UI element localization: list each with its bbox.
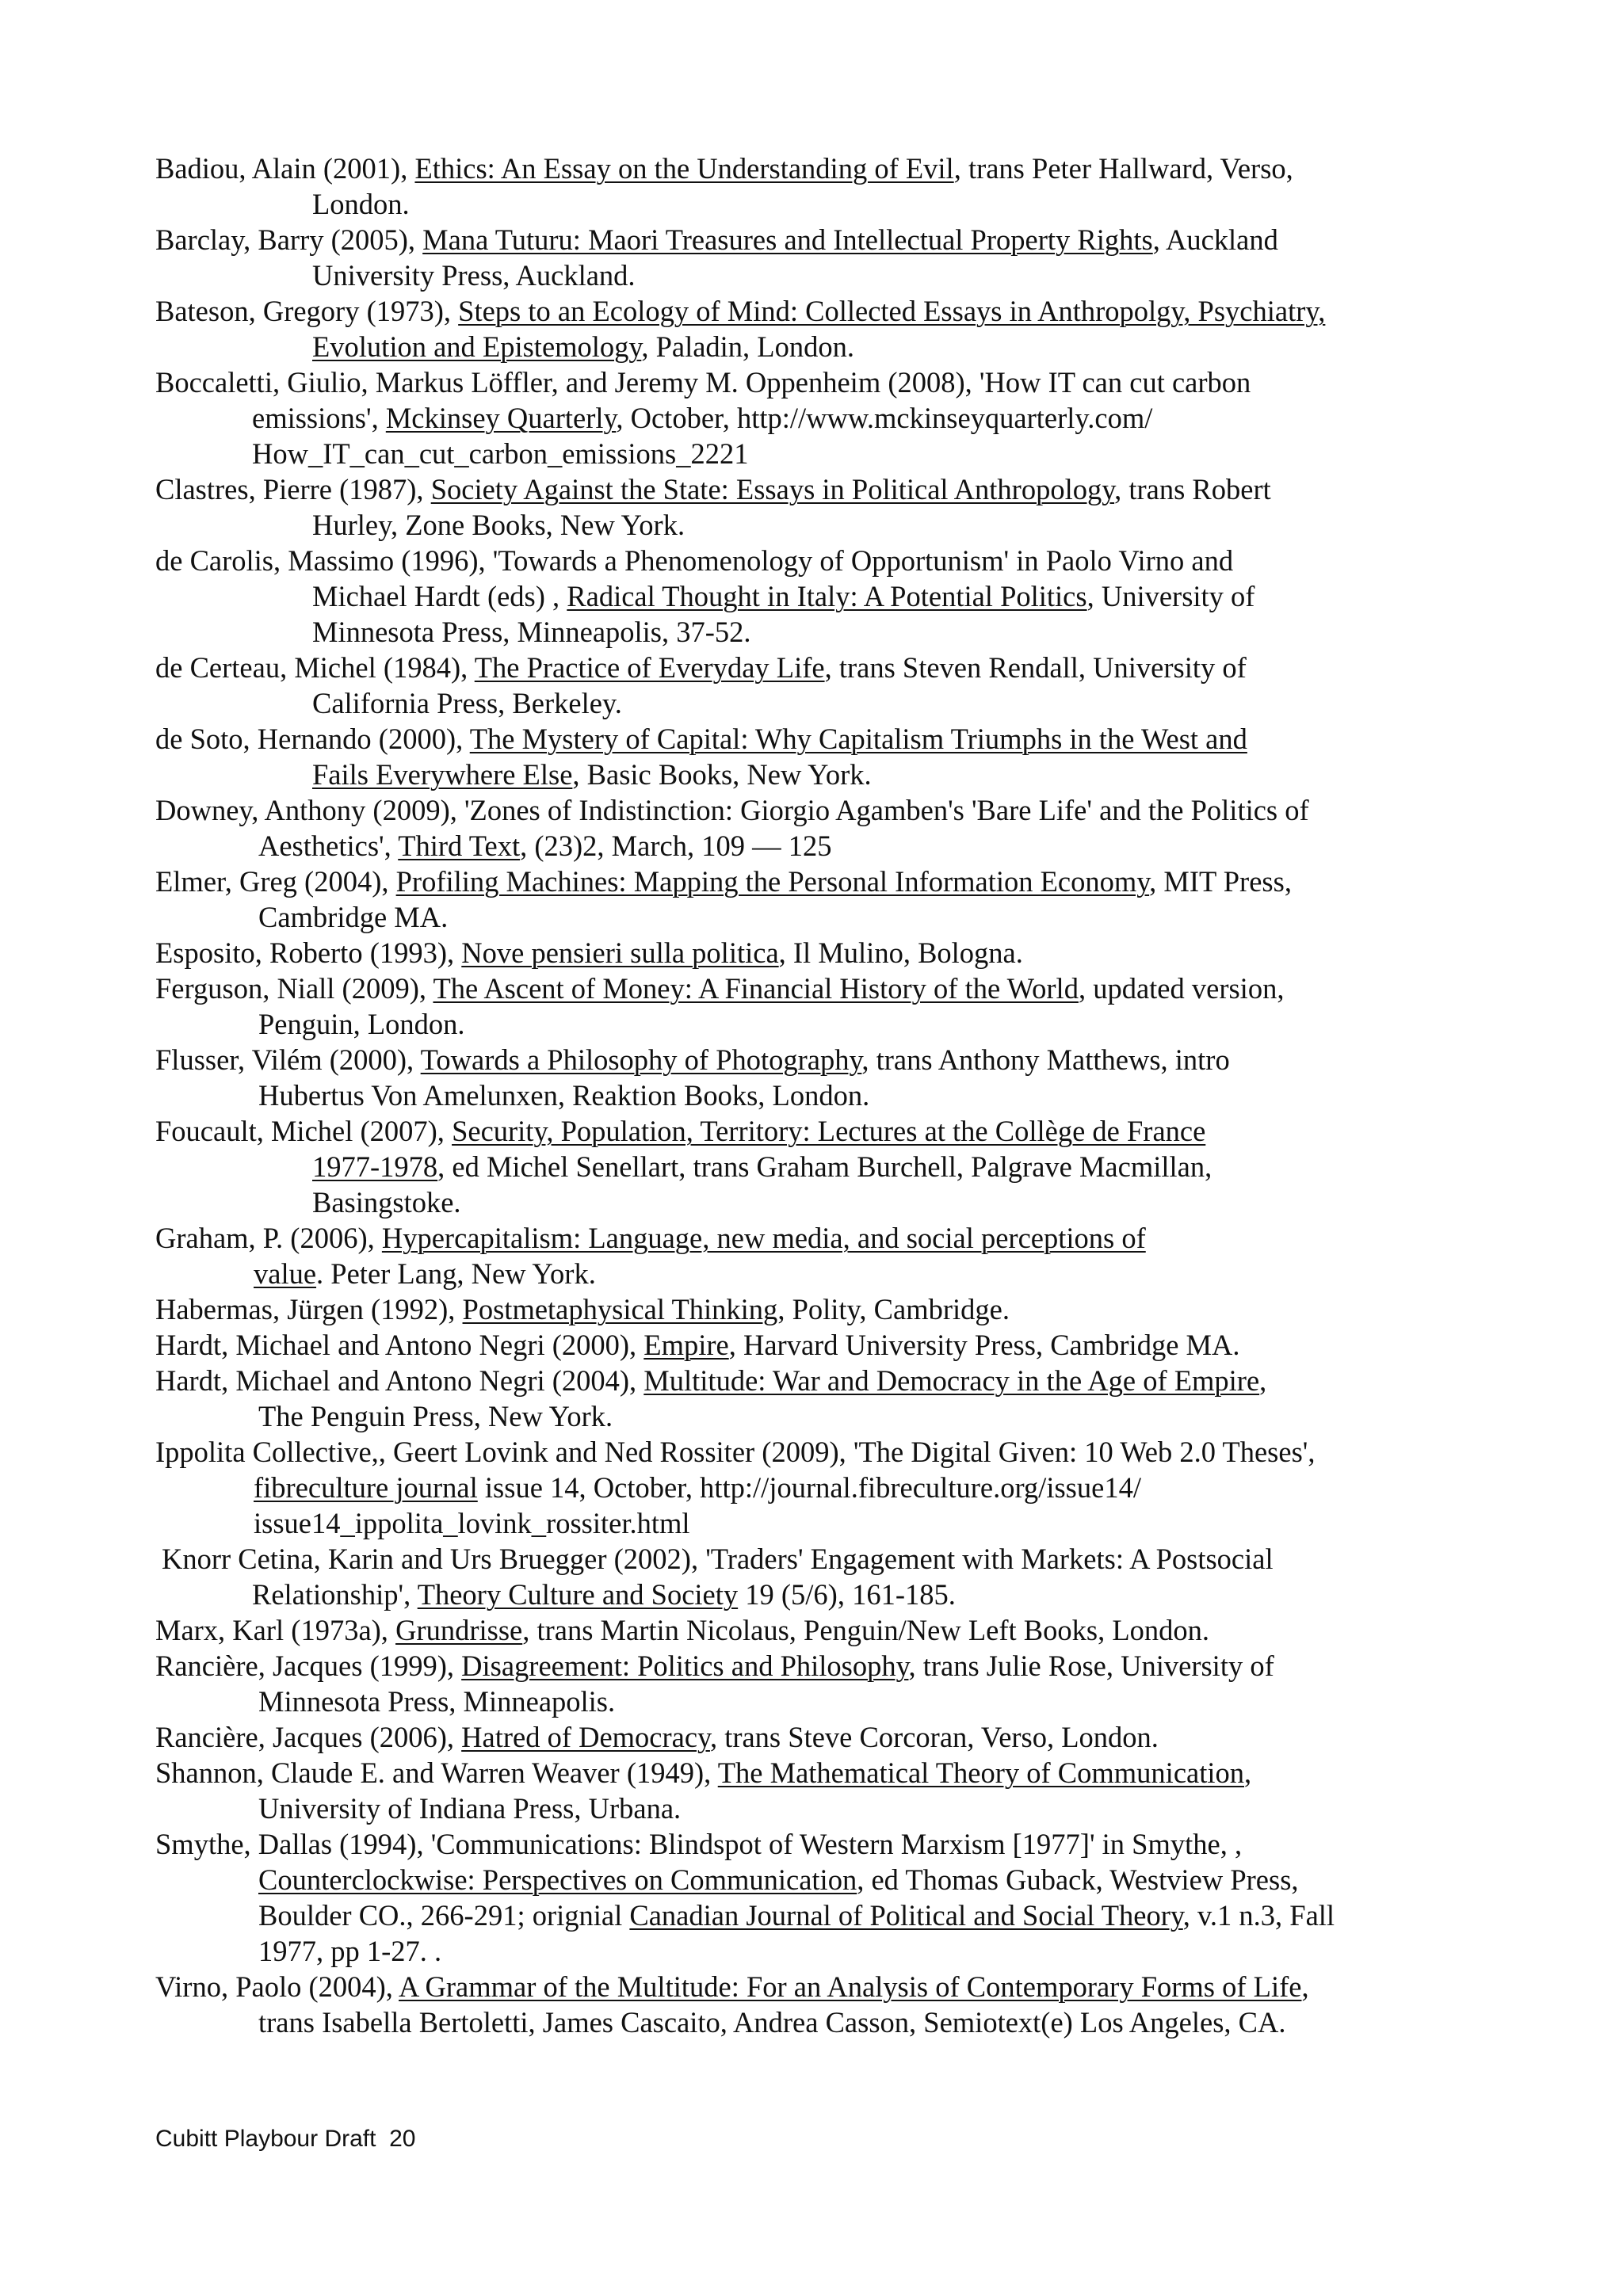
reference-text: emissions', bbox=[252, 402, 386, 434]
reference-entry bbox=[155, 792, 1503, 864]
reference-text: , bbox=[1301, 1970, 1309, 2003]
reference-title: Evolution and Epistemology bbox=[312, 330, 642, 363]
reference-text: The Penguin Press, New York. bbox=[258, 1400, 613, 1432]
reference-entry bbox=[155, 543, 1503, 650]
reference-text: , Il Mulino, Bologna. bbox=[778, 936, 1023, 969]
reference-entry bbox=[155, 721, 1503, 792]
reference-entry bbox=[155, 1434, 1503, 1541]
reference-text: Hardt, Michael and Antono Negri (2004), bbox=[155, 1364, 644, 1397]
reference-text: California Press, Berkeley. bbox=[312, 687, 622, 719]
reference-title: Mana Tuturu: Maori Treasures and Intellectual Property Rights bbox=[422, 223, 1153, 256]
reference-text: trans Isabella Bertoletti, James Cascaito, Andrea Casson, Semiotext(e) Los Angeles, CA. bbox=[258, 2006, 1286, 2039]
reference-line bbox=[155, 864, 1503, 899]
reference-text: , trans Anthony Matthews, intro bbox=[861, 1043, 1230, 1076]
reference-title: value bbox=[254, 1257, 317, 1290]
reference-line bbox=[155, 1042, 1503, 1077]
reference-title: Towards a Philosophy of Photography bbox=[420, 1043, 862, 1076]
reference-entry bbox=[155, 1755, 1503, 1826]
reference-text: , trans Peter Hallward, Verso, bbox=[953, 152, 1293, 185]
reference-text: Rancière, Jacques (1999), bbox=[155, 1650, 462, 1682]
reference-line bbox=[155, 578, 1503, 614]
reference-text: , Auckland bbox=[1152, 223, 1278, 256]
reference-entry bbox=[155, 222, 1503, 293]
reference-text: How_IT_can_cut_carbon_emissions_2221 bbox=[252, 437, 749, 470]
reference-text: , Paladin, London. bbox=[641, 330, 854, 363]
reference-text: Hardt, Michael and Antono Negri (2000), bbox=[155, 1329, 644, 1361]
reference-entry bbox=[155, 364, 1503, 471]
reference-line bbox=[155, 1612, 1503, 1648]
reference-line bbox=[155, 1077, 1503, 1113]
reference-text: Marx, Karl (1973a), bbox=[155, 1614, 396, 1646]
reference-line bbox=[155, 364, 1503, 400]
reference-entry bbox=[155, 1113, 1503, 1220]
reference-line bbox=[155, 792, 1503, 828]
reference-title: Counterclockwise: Perspectives on Communication bbox=[258, 1863, 857, 1896]
reference-line bbox=[155, 1969, 1503, 2004]
reference-line bbox=[155, 1291, 1503, 1327]
reference-text: Clastres, Pierre (1987), bbox=[155, 473, 431, 505]
reference-text: Barclay, Barry (2005), bbox=[155, 223, 423, 256]
reference-title: Empire bbox=[643, 1329, 729, 1361]
reference-line bbox=[155, 186, 1503, 222]
reference-entry bbox=[155, 1291, 1503, 1327]
reference-title: fibreculture journal bbox=[254, 1471, 478, 1504]
reference-title: Hypercapitalism: Language, new media, and social perceptions of bbox=[381, 1222, 1146, 1254]
reference-text: Habermas, Jürgen (1992), bbox=[155, 1293, 463, 1325]
reference-text: Ippolita Collective,, Geert Lovink and Ned Rossiter (2009), 'The Digital Given: 10 Web 2.0 Theses', bbox=[155, 1436, 1316, 1468]
reference-text: , bbox=[1259, 1364, 1267, 1397]
reference-title: The Ascent of Money: A Financial History of the World bbox=[433, 972, 1079, 1005]
reference-text: Badiou, Alain (2001), bbox=[155, 152, 415, 185]
reference-title: The Practice of Everyday Life bbox=[474, 651, 825, 684]
reference-text: Bateson, Gregory (1973), bbox=[155, 295, 459, 327]
reference-line bbox=[155, 1470, 1503, 1505]
reference-line bbox=[155, 1862, 1503, 1897]
reference-line bbox=[155, 614, 1503, 650]
reference-text: Michael Hardt (eds) , bbox=[312, 580, 567, 612]
reference-text: Rancière, Jacques (2006), bbox=[155, 1721, 462, 1753]
reference-title: Grundrisse bbox=[395, 1614, 523, 1646]
reference-entry bbox=[155, 1327, 1503, 1363]
reference-line bbox=[155, 1755, 1503, 1791]
reference-text: , v.1 n.3, Fall bbox=[1182, 1899, 1335, 1932]
page-footer: Cubitt Playbour Draft 20 bbox=[155, 2126, 416, 2152]
reference-line bbox=[155, 757, 1503, 792]
reference-text: , Basic Books, New York. bbox=[572, 758, 872, 791]
reference-title: Third Text bbox=[398, 830, 521, 862]
reference-text: , University of bbox=[1086, 580, 1255, 612]
reference-line bbox=[155, 1684, 1503, 1719]
reference-entry bbox=[155, 1612, 1503, 1648]
reference-line bbox=[155, 543, 1503, 578]
reference-text: Downey, Anthony (2009), 'Zones of Indistinction: Giorgio Agamben's 'Bare Life' and the Politics of bbox=[155, 794, 1309, 826]
reference-text: , trans Steven Rendall, University of bbox=[824, 651, 1247, 684]
reference-text: issue 14, October, http://journal.fibreculture.org/issue14/ bbox=[477, 1471, 1141, 1504]
reference-line bbox=[155, 935, 1503, 971]
reference-text: Esposito, Roberto (1993), bbox=[155, 936, 462, 969]
reference-title: Ethics: An Essay on the Understanding of Evil bbox=[414, 152, 954, 185]
reference-line bbox=[155, 1933, 1503, 1969]
reference-text: , MIT Press, bbox=[1149, 865, 1292, 898]
reference-title: Profiling Machines: Mapping the Personal Information Economy bbox=[395, 865, 1150, 898]
reference-text: Boulder CO., 266-291; orignial bbox=[258, 1899, 630, 1932]
reference-line bbox=[155, 293, 1503, 329]
reference-entry bbox=[155, 471, 1503, 543]
reference-entry bbox=[155, 1719, 1503, 1755]
reference-text: Foucault, Michel (2007), bbox=[155, 1115, 453, 1147]
reference-text: de Carolis, Massimo (1996), 'Towards a Phenomenology of Opportunism' in Paolo Virno and bbox=[155, 544, 1234, 577]
reference-line bbox=[155, 1541, 1503, 1577]
reference-line bbox=[155, 1791, 1503, 1826]
reference-text: Knorr Cetina, Karin and Urs Bruegger (2002), 'Traders' Engagement with Markets: A Postsocial bbox=[162, 1543, 1274, 1575]
reference-line bbox=[155, 1363, 1503, 1398]
reference-title: Fails Everywhere Else bbox=[312, 758, 573, 791]
reference-line bbox=[155, 471, 1503, 507]
reference-line bbox=[155, 2004, 1503, 2040]
reference-entry bbox=[155, 1541, 1503, 1612]
reference-line bbox=[155, 151, 1503, 186]
reference-title: Radical Thought in Italy: A Potential Politics bbox=[567, 580, 1087, 612]
reference-entry bbox=[155, 1969, 1503, 2040]
reference-title: The Mathematical Theory of Communication bbox=[717, 1756, 1245, 1789]
reference-title: Multitude: War and Democracy in the Age of Empire bbox=[643, 1364, 1260, 1397]
reference-line bbox=[155, 828, 1503, 864]
reference-text: , trans Steve Corcoran, Verso, London. bbox=[709, 1721, 1159, 1753]
reference-entry bbox=[155, 864, 1503, 935]
reference-text: , updated version, bbox=[1078, 972, 1285, 1005]
reference-text: , ed Michel Senellart, trans Graham Burchell, Palgrave Macmillan, bbox=[437, 1150, 1212, 1183]
reference-line bbox=[155, 1220, 1503, 1256]
reference-text: . Peter Lang, New York. bbox=[316, 1257, 596, 1290]
reference-line bbox=[155, 1327, 1503, 1363]
reference-line bbox=[155, 1006, 1503, 1042]
reference-entry bbox=[155, 1826, 1503, 1969]
reference-line bbox=[155, 650, 1503, 685]
reference-line bbox=[155, 1113, 1503, 1149]
reference-entry bbox=[155, 1042, 1503, 1113]
reference-text: , trans Martin Nicolaus, Penguin/New Left Books, London. bbox=[522, 1614, 1209, 1646]
reference-entry bbox=[155, 293, 1503, 364]
reference-text: 1977, pp 1-27. . bbox=[258, 1935, 442, 1967]
reference-text: Penguin, London. bbox=[258, 1008, 465, 1040]
reference-title: Canadian Journal of Political and Social Theory bbox=[629, 1899, 1183, 1932]
reference-entry bbox=[155, 971, 1503, 1042]
reference-text: , Polity, Cambridge. bbox=[777, 1293, 1010, 1325]
reference-text: Ferguson, Niall (2009), bbox=[155, 972, 433, 1005]
reference-text: de Soto, Hernando (2000), bbox=[155, 723, 470, 755]
reference-text: Virno, Paolo (2004), bbox=[155, 1970, 399, 2003]
reference-title: Postmetaphysical Thinking bbox=[462, 1293, 778, 1325]
reference-title: Hatred of Democracy bbox=[461, 1721, 710, 1753]
reference-title: A Grammar of the Multitude: For an Analysis of Contemporary Forms of Life bbox=[399, 1970, 1302, 2003]
reference-entry bbox=[155, 1363, 1503, 1434]
reference-text: Hurley, Zone Books, New York. bbox=[312, 509, 685, 541]
reference-text: University Press, Auckland. bbox=[312, 259, 636, 292]
reference-text: de Certeau, Michel (1984), bbox=[155, 651, 475, 684]
reference-text: Shannon, Claude E. and Warren Weaver (1949), bbox=[155, 1756, 718, 1789]
reference-line bbox=[155, 1826, 1503, 1862]
reference-title: Nove pensieri sulla politica bbox=[461, 936, 779, 969]
reference-line bbox=[155, 1256, 1503, 1291]
reference-line bbox=[155, 721, 1503, 757]
reference-line bbox=[155, 436, 1503, 471]
reference-text: Boccaletti, Giulio, Markus Löffler, and Jeremy M. Oppenheim (2008), 'How IT can cut carbon bbox=[155, 366, 1251, 399]
reference-text: , bbox=[1244, 1756, 1252, 1789]
reference-text: , Harvard University Press, Cambridge MA. bbox=[728, 1329, 1240, 1361]
reference-line bbox=[155, 971, 1503, 1006]
reference-title: Theory Culture and Society bbox=[417, 1578, 739, 1611]
reference-title: Mckinsey Quarterly bbox=[385, 402, 617, 434]
reference-text: University of Indiana Press, Urbana. bbox=[258, 1792, 682, 1825]
reference-text: Smythe, Dallas (1994), 'Communications: Blindspot of Western Marxism [1977]' in Smythe, , bbox=[155, 1828, 1243, 1860]
reference-line bbox=[155, 1648, 1503, 1684]
reference-text: Minnesota Press, Minneapolis, 37-52. bbox=[312, 616, 751, 648]
reference-line bbox=[155, 1719, 1503, 1755]
reference-line bbox=[155, 400, 1503, 436]
reference-text: Elmer, Greg (2004), bbox=[155, 865, 396, 898]
reference-text: Relationship', bbox=[252, 1578, 418, 1611]
reference-text: Basingstoke. bbox=[312, 1186, 461, 1219]
reference-line bbox=[155, 1577, 1503, 1612]
reference-line bbox=[155, 899, 1503, 935]
reference-line bbox=[155, 329, 1503, 364]
reference-entry bbox=[155, 1220, 1503, 1291]
reference-text: Hubertus Von Amelunxen, Reaktion Books, London. bbox=[258, 1079, 870, 1112]
reference-line bbox=[155, 1434, 1503, 1470]
reference-line bbox=[155, 1149, 1503, 1184]
reference-title: The Mystery of Capital: Why Capitalism Triumphs in the West and bbox=[469, 723, 1247, 755]
reference-text: Cambridge MA. bbox=[258, 901, 449, 933]
reference-entry bbox=[155, 1648, 1503, 1719]
reference-entry bbox=[155, 650, 1503, 721]
reference-text: , (23)2, March, 109 — 125 bbox=[520, 830, 832, 862]
bibliography-list bbox=[155, 151, 1503, 2040]
reference-line bbox=[155, 685, 1503, 721]
reference-title: Steps to an Ecology of Mind: Collected Essays in Anthropolgy, Psychiatry, bbox=[458, 295, 1326, 327]
reference-title: 1977-1978 bbox=[312, 1150, 438, 1183]
reference-line bbox=[155, 507, 1503, 543]
reference-text: London. bbox=[312, 188, 410, 220]
reference-line bbox=[155, 1398, 1503, 1434]
reference-entry bbox=[155, 151, 1503, 222]
reference-line bbox=[155, 1897, 1503, 1933]
reference-text: Flusser, Vilém (2000), bbox=[155, 1043, 421, 1076]
reference-line bbox=[155, 222, 1503, 257]
reference-text: Aesthetics', bbox=[258, 830, 399, 862]
reference-line bbox=[155, 1184, 1503, 1220]
reference-text: Minnesota Press, Minneapolis. bbox=[258, 1685, 616, 1718]
reference-line bbox=[155, 257, 1503, 293]
reference-line bbox=[155, 1505, 1503, 1541]
reference-title: Society Against the State: Essays in Political Anthropology bbox=[430, 473, 1115, 505]
reference-title: Security, Population, Territory: Lectures at the Collège de France bbox=[452, 1115, 1206, 1147]
reference-text: issue14_ippolita_lovink_rossiter.html bbox=[254, 1507, 690, 1539]
reference-entry bbox=[155, 935, 1503, 971]
reference-title: Disagreement: Politics and Philosophy bbox=[461, 1650, 909, 1682]
reference-text: , ed Thomas Guback, Westview Press, bbox=[857, 1863, 1299, 1896]
reference-text: , trans Julie Rose, University of bbox=[908, 1650, 1274, 1682]
reference-text: , October, http://www.mckinseyquarterly.com/ bbox=[616, 402, 1153, 434]
reference-text: , trans Robert bbox=[1114, 473, 1271, 505]
reference-text: Graham, P. (2006), bbox=[155, 1222, 382, 1254]
reference-text: 19 (5/6), 161-185. bbox=[738, 1578, 956, 1611]
